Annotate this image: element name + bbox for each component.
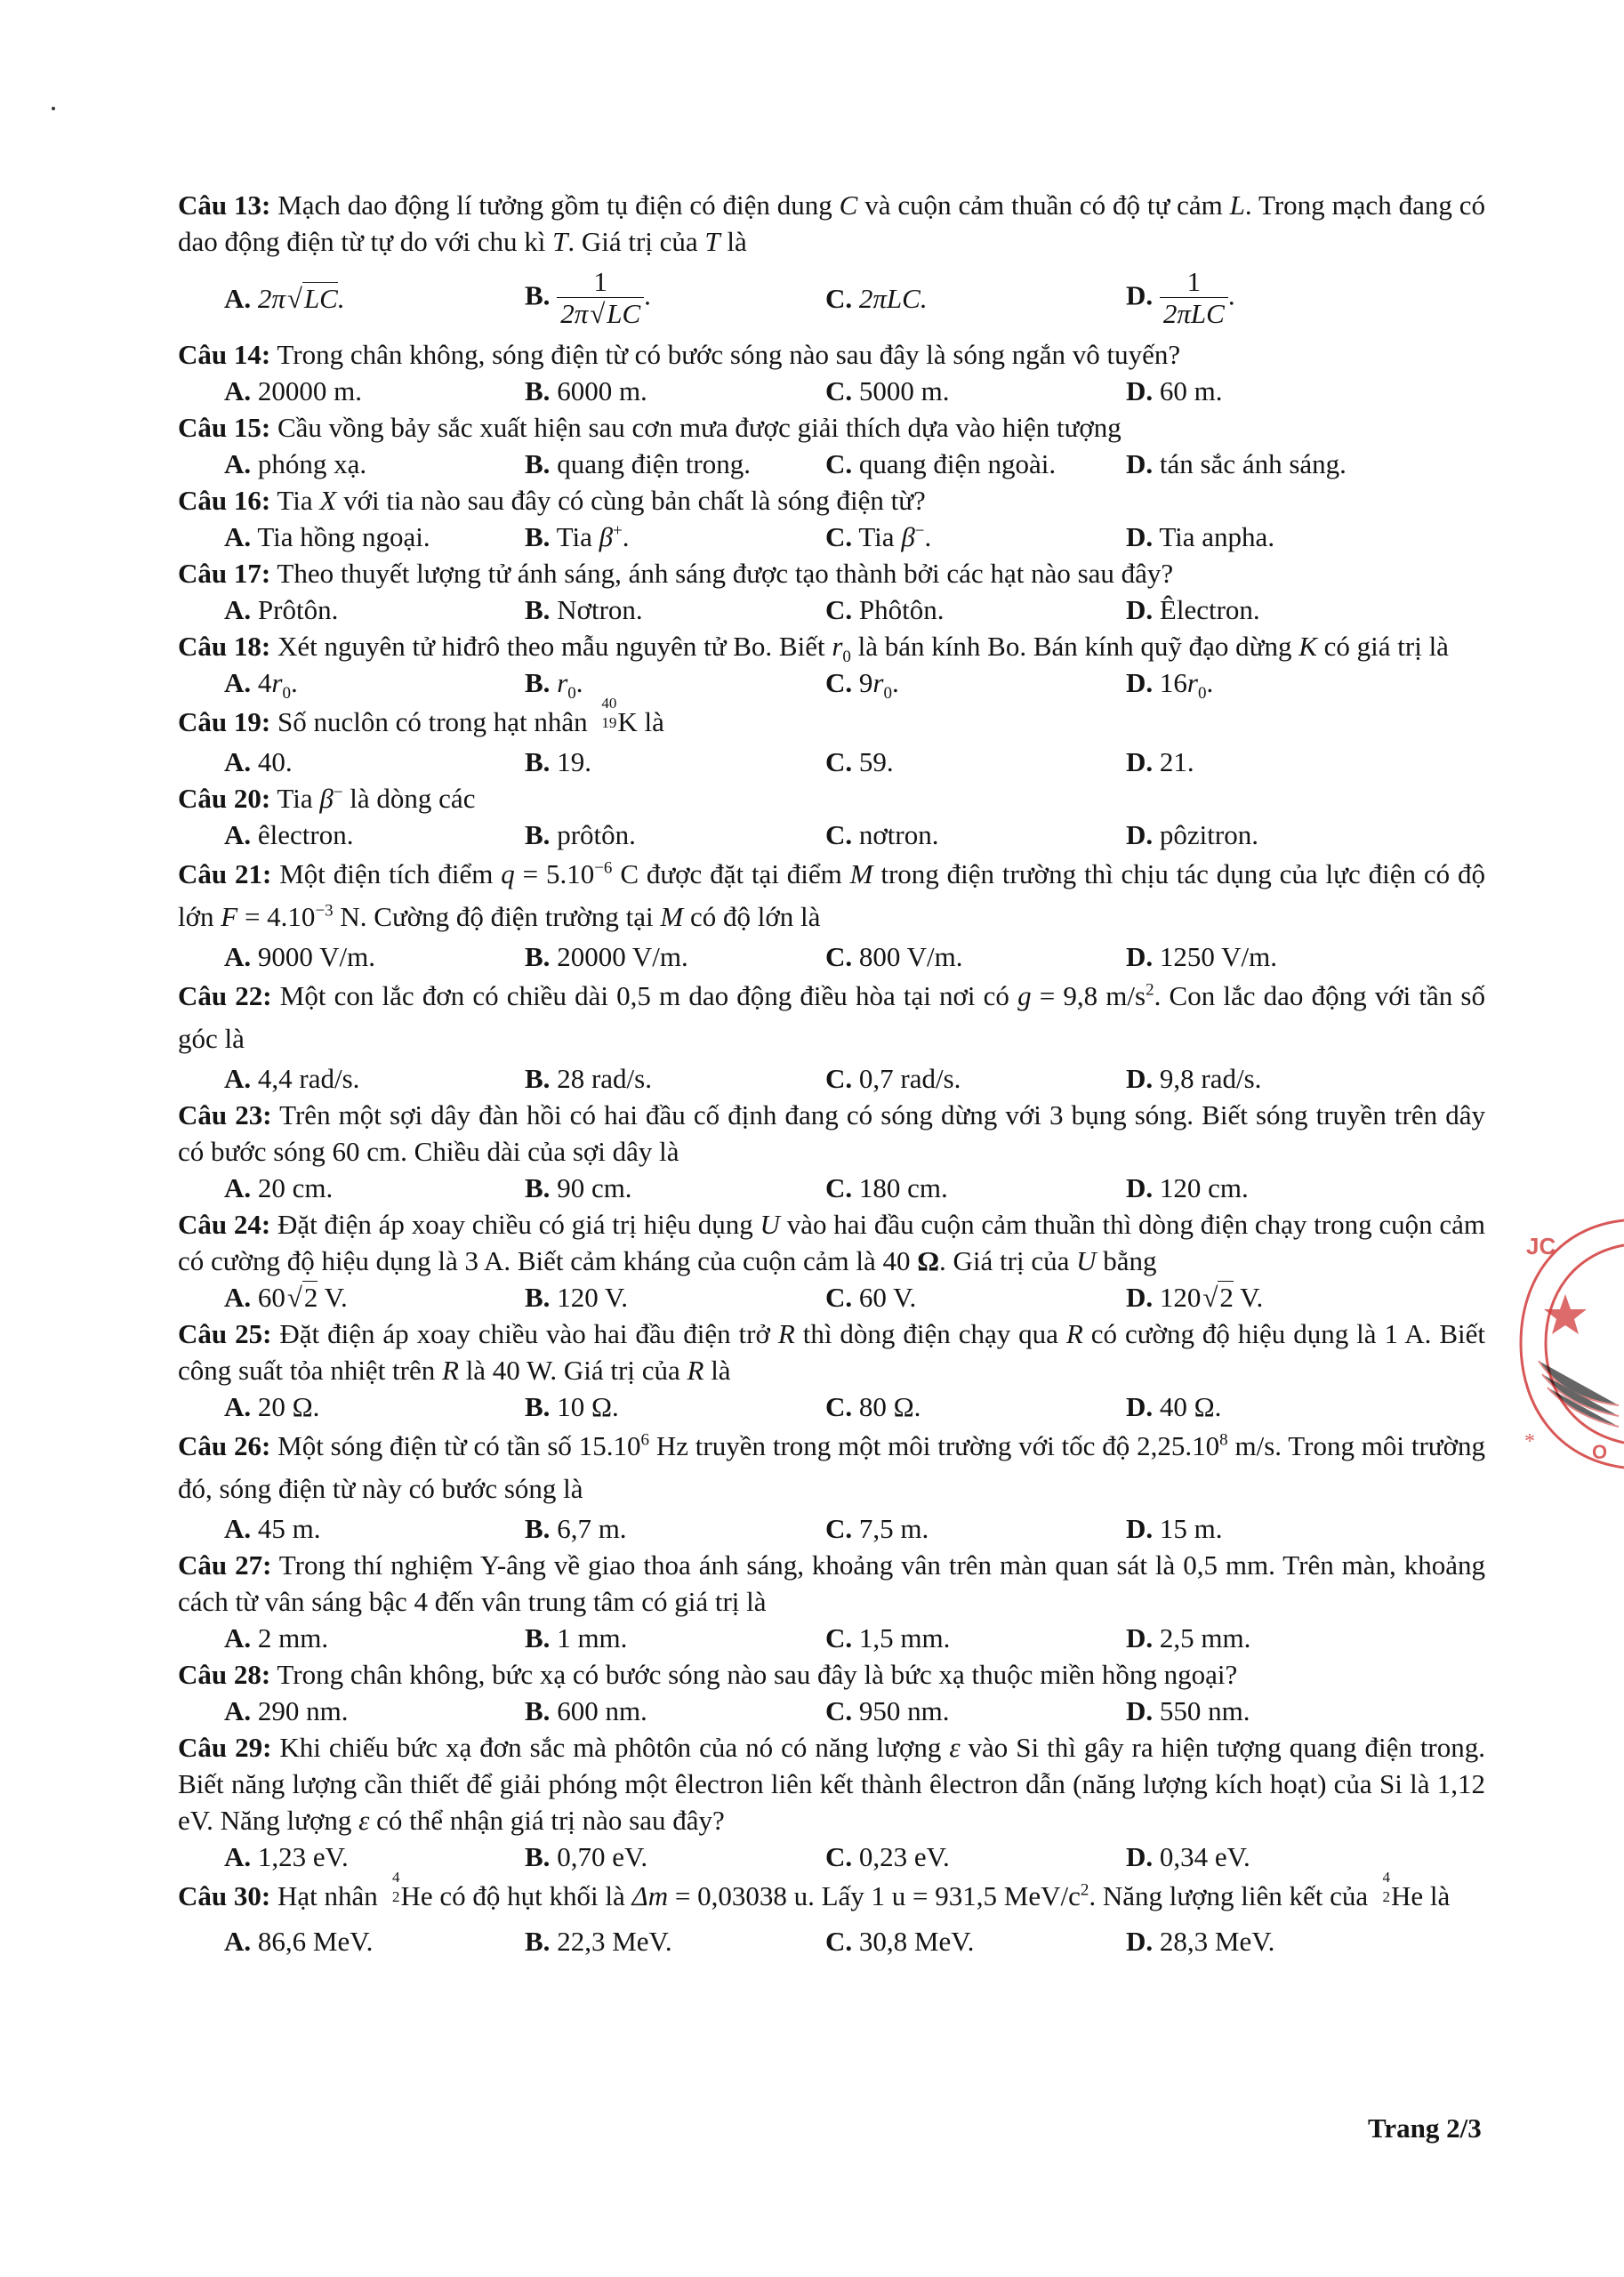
svg-text:O: O [1592,1441,1608,1463]
option-d[interactable]: D. $16r_0$. [1126,667,1214,704]
question-27-options [178,1620,1485,1656]
seal-lettering: JC [1526,1233,1556,1259]
option-d[interactable]: D. 15 m. [1126,1513,1223,1544]
option-a[interactable]: A. 20 cm. [224,1172,334,1203]
option-b[interactable]: B. 22,3 MeV. [525,1926,672,1957]
question-16-options [178,519,1485,555]
question-17: Câu 17: Theo thuyết lượng tử ánh sáng, ánh sáng được tạo thành bởi các hạt nào sau đây? [178,558,1174,589]
option-d[interactable]: D. 2,5 mm. [1126,1622,1251,1653]
option-a[interactable]: A. êlectron. [224,819,354,850]
option-d[interactable]: D. 9,8 rad/s. [1126,1063,1262,1094]
option-d[interactable]: D. Êlectron. [1126,594,1260,625]
question-21: Câu 21: Một điện tích điểm $q = 5.10^{-6}$ C được đặt tại điểm M trong điện trường thì chịu tác dụng của lực điện có độ lớn $F = 4.10^{-3}$ N. Cường độ điện trường tại M có độ lớn là [178,858,1485,932]
option-a[interactable]: A. 290 nm. [224,1695,349,1726]
option-c[interactable]: C. 80 Ω. [825,1391,921,1422]
option-c[interactable]: C. 7,5 m. [825,1513,929,1544]
option-d[interactable]: D. 60 m. [1126,375,1223,406]
option-d[interactable]: D. $\frac{1}{\text{2πLC}}$ . [1126,265,1235,329]
option-b[interactable]: B. Nơtron. [525,594,643,625]
option-a[interactable]: A. 2π√LC. [224,282,345,314]
option-b[interactable]: B. 0,70 eV. [525,1841,648,1872]
question-28-options [178,1693,1485,1729]
question-16: Câu 16: Tia X với tia nào sau đây có cùng bản chất là sóng điện từ? [178,485,926,516]
option-b[interactable]: B. 1 mm. [525,1622,628,1653]
question-14: Câu 14: Trong chân không, sóng điện từ có bước sóng nào sau đây là sóng ngắn vô tuyến? [178,339,1181,370]
option-d[interactable]: D. 28,3 MeV. [1126,1926,1275,1957]
question-23: Câu 23: Trên một sợi dây đàn hồi có hai đầu cố định đang có sóng dừng với 3 bụng sóng. Biết sóng truyền trên dây có bước sóng 60 cm. Chiều dài của sợi dây là [178,1099,1486,1167]
option-b[interactable]: B. $r_0$. [525,667,583,704]
option-d[interactable]: D. Tia anpha. [1126,521,1275,552]
red-seal-stamp [1503,1210,1624,1476]
option-b[interactable]: B. 600 nm. [525,1695,647,1726]
question-18: Câu 18: Xét nguyên tử hiđrô theo mẫu nguyên tử Bo. Biết $r_0$ là bán kính Bo. Bán kính quỹ đạo dừng K có giá trị là [178,631,1449,667]
option-a[interactable]: A. 20 Ω. [224,1391,320,1422]
option-a[interactable]: A. 40. [224,746,293,777]
scan-speck [52,107,55,110]
svg-text:*: * [1524,1430,1535,1453]
option-b[interactable]: B. prôtôn. [525,819,636,850]
option-a[interactable]: A. 86,6 MeV. [224,1926,374,1957]
option-d[interactable]: D. pôzitron. [1126,819,1258,850]
question-15-options [178,446,1485,482]
option-a[interactable]: A. 4,4 rad/s. [224,1063,360,1094]
option-a[interactable]: A. Prôtôn. [224,594,339,625]
question-29: Câu 29: Khi chiếu bức xạ đơn sắc mà phôtôn của nó có năng lượng ε vào Si thì gây ra hiện tượng quang điện trong. Biết năng lượng cần thiết để giải phóng một êlectron liên kết thành êlectron dẫn (năng lượng kích hoạt) của Si là 1,12 eV. Năng lượng ε có thể nhận giá trị nào sau đây? [178,1732,1486,1836]
option-c[interactable]: C. $9r_0$. [825,667,899,704]
option-d[interactable]: D. 120√2 V. [1126,1282,1264,1313]
option-c[interactable]: C. quang điện ngoài. [825,448,1057,479]
question-25: Câu 25: Đặt điện áp xoay chiều vào hai đầu điện trở R thì dòng điện chạy qua R có cường độ hiệu dụng là 1 A. Biết công suất tỏa nhiệt trên R là 40 W. Giá trị của R là [178,1318,1486,1386]
option-d[interactable]: D. 40 Ω. [1126,1391,1222,1422]
question-20: Câu 20: Tia β− là dòng các [178,783,476,814]
question-21-options [178,938,1485,975]
question-22-options [178,1060,1485,1097]
option-a[interactable]: A. Tia hồng ngoại. [224,521,430,552]
option-c[interactable]: C. 0,7 rad/s. [825,1063,961,1094]
question-30-options [178,1923,1485,1959]
question-18-options [178,664,1485,704]
question-24: Câu 24: Đặt điện áp xoay chiều có giá trị hiệu dụng U vào hai đầu cuộn cảm thuần thì dòng điện chạy trong cuộn cảm có cường độ hiệu dụng là 3 A. Biết cảm kháng của cuộn cảm là 40 Ω. Giá trị của U bằng [178,1209,1486,1276]
option-b[interactable]: B. 28 rad/s. [525,1063,652,1094]
question-26-options [178,1510,1485,1547]
option-b[interactable]: B. 20000 V/m. [525,941,688,972]
question-29-options [178,1838,1485,1875]
option-d[interactable]: D. 21. [1126,746,1194,777]
option-b[interactable]: B. Tia β+. [525,521,630,552]
question-24-options [178,1279,1485,1316]
page-number: Trang 2/3 [1368,2112,1482,2144]
star-icon [1544,1294,1587,1334]
option-a[interactable]: A. 60√2 V. [224,1282,348,1313]
question-22: Câu 22: Một con lắc đơn có chiều dài 0,5 m dao động điều hòa tại nơi có g = 9,8 $m/s^2$. Con lắc dao động với tần số góc là [178,980,1485,1054]
option-b[interactable]: B. $\frac{1}{2\pi√LC}$ . [525,265,651,329]
question-25-options [178,1388,1485,1425]
option-a[interactable]: A. 2 mm. [224,1622,329,1653]
exam-page [178,187,1485,1959]
option-c[interactable]: C. 59. [825,746,894,777]
option-d[interactable]: D. 0,34 eV. [1126,1841,1250,1872]
option-c[interactable]: C. 800 V/m. [825,941,963,972]
question-20-options [178,817,1485,853]
question-30: Câu 30: Hạt nhân 4 2 He có độ hụt khối là Δm = 0,03038 u. Lấy 1 u = 931,5 MeV/$c^2$. Năng lượng liên kết của 4 2 He là [178,1869,1451,1911]
option-c[interactable]: C. Phôtôn. [825,594,945,625]
option-c[interactable]: C. nơtron. [825,819,939,850]
question-13-options [178,260,1485,336]
option-a[interactable]: A. $4r_0$. [224,667,298,704]
option-d[interactable]: D. 550 nm. [1126,1695,1250,1726]
option-a[interactable]: A. 9000 V/m. [224,941,375,972]
option-b[interactable]: B. 6,7 m. [525,1513,627,1544]
option-b[interactable]: B. 120 V. [525,1282,629,1313]
option-a[interactable]: A. phóng xạ. [224,448,367,479]
option-d[interactable]: D. tán sắc ánh sáng. [1126,448,1347,479]
option-c[interactable]: C. Tia β−. [825,521,932,552]
option-b[interactable]: B. 6000 m. [525,375,647,406]
option-b[interactable]: B. 90 cm. [525,1172,632,1203]
option-d[interactable]: D. 1250 V/m. [1126,941,1277,972]
option-c[interactable]: C. 0,23 eV. [825,1841,950,1872]
option-c[interactable]: C. 950 nm. [825,1695,950,1726]
option-a[interactable]: A. 20000 m. [224,375,363,406]
question-17-options [178,591,1485,628]
option-c[interactable]: C. 2πLC. [825,282,928,314]
option-a[interactable]: A. 1,23 eV. [224,1841,349,1872]
option-c[interactable]: C. 180 cm. [825,1172,948,1203]
option-c[interactable]: C. 1,5 mm. [825,1622,951,1653]
option-a[interactable]: A. 45 m. [224,1513,321,1544]
question-14-options [178,373,1485,409]
question-19-options [178,744,1485,780]
question-28: Câu 28: Trong chân không, bức xạ có bước sóng nào sau đây là bức xạ thuộc miền hồng ngoại? [178,1659,1238,1690]
question-13: Câu 13: Mạch dao động lí tưởng gồm tụ điện có điện dung C và cuộn cảm thuần có độ tự cảm L. Trong mạch đang có dao động điện từ tự do với chu kì T. Giá trị của T là [178,189,1485,257]
question-15: Câu 15: Cầu vồng bảy sắc xuất hiện sau cơn mưa được giải thích dựa vào hiện tượng [178,412,1122,443]
question-23-options [178,1170,1485,1206]
question-27: Câu 27: Trong thí nghiệm Y-âng về giao thoa ánh sáng, khoảng vân trên màn quan sát là 0,5 mm. Trên màn, khoảng cách từ vân sáng bậc 4 đến vân trung tâm có giá trị là [178,1549,1486,1617]
question-26: Câu 26: Một sóng điện từ có tần số 15.10$^6$ Hz truyền trong một môi trường với tốc độ 2,25.10$^8$ m/s. Trong môi trường đó, sóng điện từ này có bước sóng là [178,1430,1485,1504]
option-c[interactable]: C. 30,8 MeV. [825,1926,975,1957]
option-d[interactable]: D. 120 cm. [1126,1172,1249,1203]
option-b[interactable]: B. quang điện trong. [525,448,752,479]
option-b[interactable]: B. 10 Ω. [525,1391,619,1422]
option-c[interactable]: C. 60 V. [825,1282,917,1313]
option-c[interactable]: C. 5000 m. [825,375,950,406]
option-b[interactable]: B. 19. [525,746,591,777]
question-19: Câu 19: Số nuclôn có trong hạt nhân 40 19 K là [178,695,664,737]
